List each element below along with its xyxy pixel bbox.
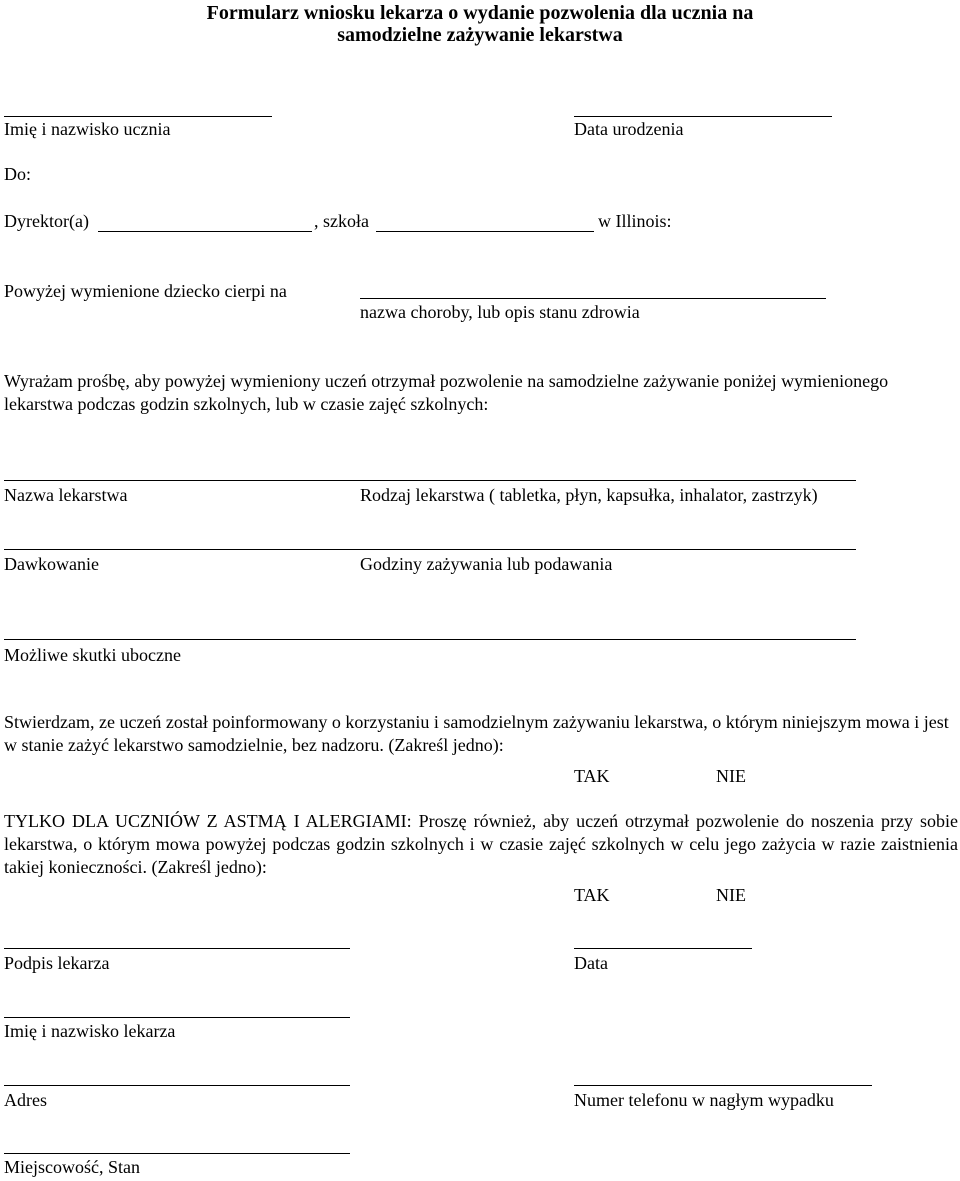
illness-label: nazwa choroby, lub opis stanu zdrowia: [360, 302, 640, 322]
phone-label: Numer telefonu w nagłym wypadku: [574, 1090, 834, 1110]
signature-label: Podpis lekarza: [4, 953, 110, 973]
yes-option-2[interactable]: TAK: [574, 885, 610, 905]
signature-line[interactable]: [4, 948, 350, 949]
illness-line[interactable]: [360, 298, 826, 299]
side-effects-line[interactable]: [4, 639, 856, 640]
dosage-line[interactable]: [4, 549, 856, 550]
address-line[interactable]: [4, 1085, 350, 1086]
confirm-paragraph: Stwierdzam, ze uczeń został poinformowany o korzystaniu i samodzielnym zażywaniu lekarstwa, o którym niniejszym mowa i jest w stanie zażyć lekarstwo samodzielnie, bez nadzoru. (Zakreśl jedno):: [4, 712, 949, 755]
school-line[interactable]: [376, 231, 594, 232]
illinois-label: w Illinois:: [598, 211, 672, 231]
city-label: Miejscowość, Stan: [4, 1157, 140, 1177]
principal-line[interactable]: [98, 231, 312, 232]
medicine-line[interactable]: [4, 480, 856, 481]
title-line-2: samodzielne zażywanie lekarstwa: [337, 24, 623, 46]
title-line-1: Formularz wniosku lekarza o wydanie pozwolenia dla ucznia na: [206, 2, 754, 24]
no-option-2[interactable]: NIE: [716, 885, 746, 905]
no-option-1[interactable]: NIE: [716, 766, 746, 786]
medicine-name-label: Nazwa lekarstwa: [4, 485, 128, 505]
doctor-name-label: Imię i nazwisko lekarza: [4, 1021, 176, 1041]
address-label: Adres: [4, 1090, 47, 1110]
medicine-type-label: Rodzaj lekarstwa ( tabletka, płyn, kapsułka, inhalator, zastrzyk): [360, 485, 818, 505]
doctor-name-line[interactable]: [4, 1017, 350, 1018]
suffers-label: Powyżej wymienione dziecko cierpi na: [4, 281, 287, 301]
city-line[interactable]: [4, 1153, 350, 1154]
date-label: Data: [574, 953, 608, 973]
dob-label: Data urodzenia: [574, 119, 684, 139]
student-name-label: Imię i nazwisko ucznia: [4, 119, 171, 139]
to-label: Do:: [4, 164, 31, 184]
student-name-line[interactable]: [4, 116, 272, 117]
asthma-paragraph: TYLKO DLA UCZNIÓW Z ASTMĄ I ALERGIAMI: Proszę również, aby uczeń otrzymał pozwolenie do noszenia przy sobie lekarstwa, o którym mowa powyżej podczas godzin szkolnych i w czasie zajęć szkolnych w celu jego zażycia w razie zaistnienia takiej konieczności. (Zakreśl jedno):: [4, 811, 958, 877]
dosage-label: Dawkowanie: [4, 554, 99, 574]
date-line[interactable]: [574, 948, 752, 949]
dob-line[interactable]: [574, 116, 832, 117]
yes-option-1[interactable]: TAK: [574, 766, 610, 786]
request-paragraph: Wyrażam prośbę, aby powyżej wymieniony uczeń otrzymał pozwolenie na samodzielne zażywanie poniżej wymienionego lekarstwa podczas godzin szkolnych, lub w czasie zajęć szkolnych:: [4, 371, 889, 414]
school-label: , szkoła: [314, 211, 369, 231]
hours-label: Godziny zażywania lub podawania: [360, 554, 613, 574]
side-effects-label: Możliwe skutki uboczne: [4, 645, 181, 665]
principal-label: Dyrektor(a): [4, 211, 89, 231]
phone-line[interactable]: [574, 1085, 872, 1086]
